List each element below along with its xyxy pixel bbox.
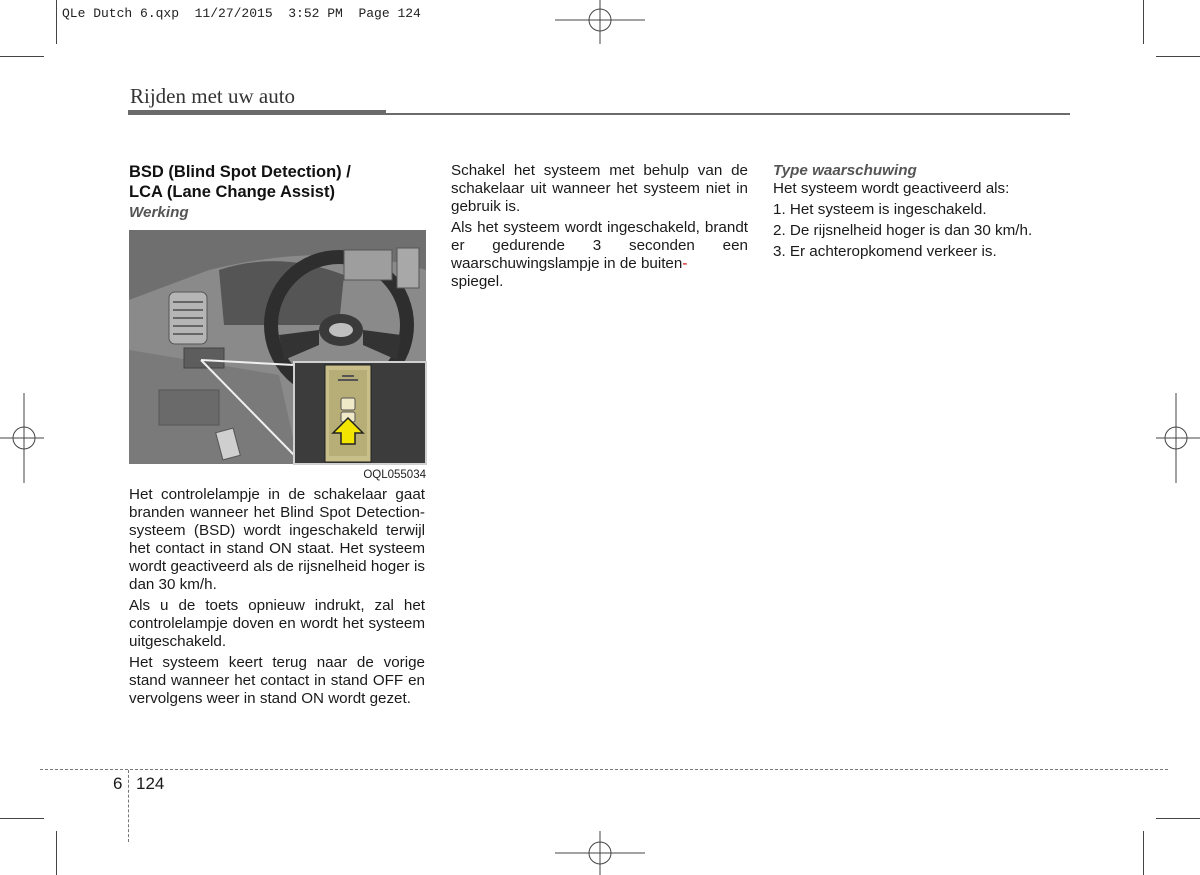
header-rule-thin [386,113,1070,115]
paragraph-text: Als het systeem wordt ingeschakeld, brandt er gedurende 3 seconden een waarschuwingslampje in de buiten [451,219,748,272]
column-middle [451,162,748,294]
section-title [129,162,425,202]
dashboard-image [129,230,426,464]
paragraph: Schakel het systeem met behulp van de schakelaar uit wanneer het systeem niet in gebruik is. [451,162,748,215]
section-title-line-2: LCA (Lane Change Assist) [129,183,335,201]
registration-mark-left-icon [0,393,44,483]
paragraph-mirror-warning [451,219,748,291]
list-item: 2. De rijsnelheid hoger is dan 30 km/h. [773,222,1033,239]
paragraph: Het controlelampje in de schakelaar gaat branden wanneer het Blind Spot Detection-systeem (BSD) wordt ingeschakeld terwijl het contact in stand ON staat. Het systeem wordt geactiveerd als de rijsnelheid hoger is dan 30 km/h. [129,486,425,593]
paragraph: Het systeem keert terug naar de vorige stand wanneer het contact in stand OFF en vervolgens weer in stand ON wordt gezet. [129,654,425,707]
intro-text: Het systeem wordt geactiveerd als: [773,180,1010,197]
subheading-type-waarschuwing: Type waarschuwing [773,162,917,179]
registration-mark-right-icon [1156,393,1200,483]
print-slug: QLe Dutch 6.qxp 11/27/2015 3:52 PM Page 124 [62,6,421,21]
registration-mark-top-icon [555,0,645,44]
paragraph-text-end: spiegel. [451,273,504,290]
footer-dashed-rule [40,769,1168,770]
footer-vertical-dashed-rule [128,770,129,842]
column-left-body [129,486,425,708]
page-number: 124 [136,774,165,793]
chapter-number: 6 [113,774,123,793]
figure-code-label: OQL055034 [351,466,426,484]
subheading-werking: Werking [129,204,189,221]
condition-list [773,201,1073,261]
section-header-title: Rijden met uw auto [130,84,296,108]
list-item: 3. Er achteropkomend verkeer is. [773,243,997,260]
dashboard-illustration [129,230,426,481]
header-rule-thick [128,110,386,115]
section-title-line-1: BSD (Blind Spot Detection) / [129,163,351,181]
paragraph: Als u de toets opnieuw indrukt, zal het controlelampje doven en wordt het systeem uitgeschakeld. [129,597,425,650]
column-left [129,162,425,711]
list-item: 1. Het systeem is ingeschakeld. [773,201,987,218]
registration-mark-bottom-icon [555,831,645,875]
hyphen-mark: - [682,255,688,272]
column-right [773,162,1073,264]
